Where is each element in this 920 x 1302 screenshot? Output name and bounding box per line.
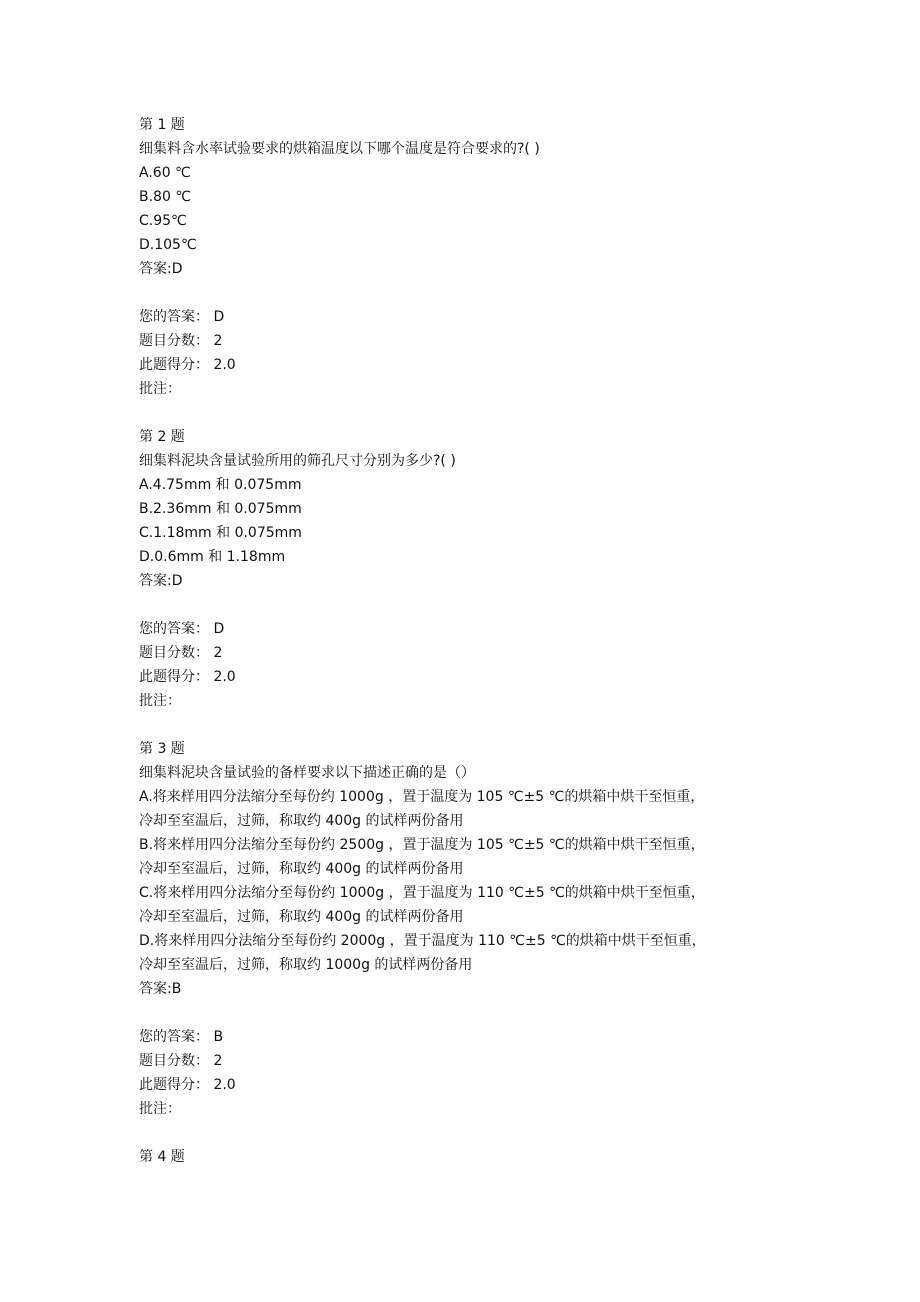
- question-points: 题目分数： 2: [139, 1053, 223, 1069]
- option-d: D.105℃: [139, 237, 197, 253]
- question-3: [139, 737, 779, 1145]
- option-a-line-2: 冷却至室温后，过筛，称取约 400g 的试样两份备用: [139, 813, 464, 829]
- option-c: C.95℃: [139, 213, 187, 229]
- option-c-line-1: C.将来样用四分法缩分至每份约 1000g ，置于温度为 110 ℃±5 ℃的烘箱中烘干至恒重，: [139, 885, 705, 901]
- question-4: [139, 1145, 779, 1169]
- correct-answer: 答案:D: [139, 573, 183, 589]
- option-d-line-2: 冷却至室温后，过筛，称取约 1000g 的试样两份备用: [139, 957, 473, 973]
- question-score: 此题得分： 2.0: [139, 357, 236, 373]
- option-d-line-1: D.将来样用四分法缩分至每份约 2000g ，置于温度为 110 ℃±5 ℃的烘箱中烘干至恒重，: [139, 933, 706, 949]
- question-stem: 细集料泥块含量试验的备样要求以下描述正确的是（）: [139, 765, 475, 781]
- your-answer: 您的答案： D: [139, 309, 225, 325]
- option-b: B.80 ℃: [139, 189, 192, 205]
- question-1: [139, 113, 779, 425]
- option-a: A.60 ℃: [139, 165, 191, 181]
- question-stem: 细集料含水率试验要求的烘箱温度以下哪个温度是符合要求的?( ): [139, 141, 540, 157]
- option-a-line-1: A.将来样用四分法缩分至每份约 1000g ，置于温度为 105 ℃±5 ℃的烘箱中烘干至恒重，: [139, 789, 705, 805]
- question-list: [139, 113, 779, 1169]
- question-comment: 批注：: [139, 693, 181, 709]
- question-comment: 批注：: [139, 381, 181, 397]
- option-b-line-2: 冷却至室温后，过筛，称取约 400g 的试样两份备用: [139, 861, 464, 877]
- question-title: 第 2 题: [139, 429, 185, 445]
- option-c: C.1.18mm 和 0.075mm: [139, 525, 302, 541]
- question-title: 第 4 题: [139, 1149, 185, 1165]
- question-comment: 批注：: [139, 1101, 181, 1117]
- question-score: 此题得分： 2.0: [139, 1077, 236, 1093]
- your-answer: 您的答案： D: [139, 621, 225, 637]
- your-answer: 您的答案： B: [139, 1029, 224, 1045]
- question-2: [139, 425, 779, 737]
- question-points: 题目分数： 2: [139, 333, 223, 349]
- question-score: 此题得分： 2.0: [139, 669, 236, 685]
- option-b: B.2.36mm 和 0.075mm: [139, 501, 302, 517]
- option-b: [139, 833, 779, 881]
- option-d: D.0.6mm 和 1.18mm: [139, 549, 286, 565]
- correct-answer: 答案:D: [139, 261, 183, 277]
- option-a: A.4.75mm 和 0.075mm: [139, 477, 302, 493]
- question-title: 第 1 题: [139, 117, 185, 133]
- option-d: [139, 929, 779, 977]
- option-b-line-1: B.将来样用四分法缩分至每份约 2500g ，置于温度为 105 ℃±5 ℃的烘箱中烘干至恒重，: [139, 837, 705, 853]
- option-a: [139, 785, 779, 833]
- option-c-line-2: 冷却至室温后，过筛，称取约 400g 的试样两份备用: [139, 909, 464, 925]
- question-stem: 细集料泥块含量试验所用的筛孔尺寸分别为多少?( ): [139, 453, 456, 469]
- correct-answer: 答案:B: [139, 981, 182, 997]
- question-title: 第 3 题: [139, 741, 185, 757]
- question-points: 题目分数： 2: [139, 645, 223, 661]
- option-c: [139, 881, 779, 929]
